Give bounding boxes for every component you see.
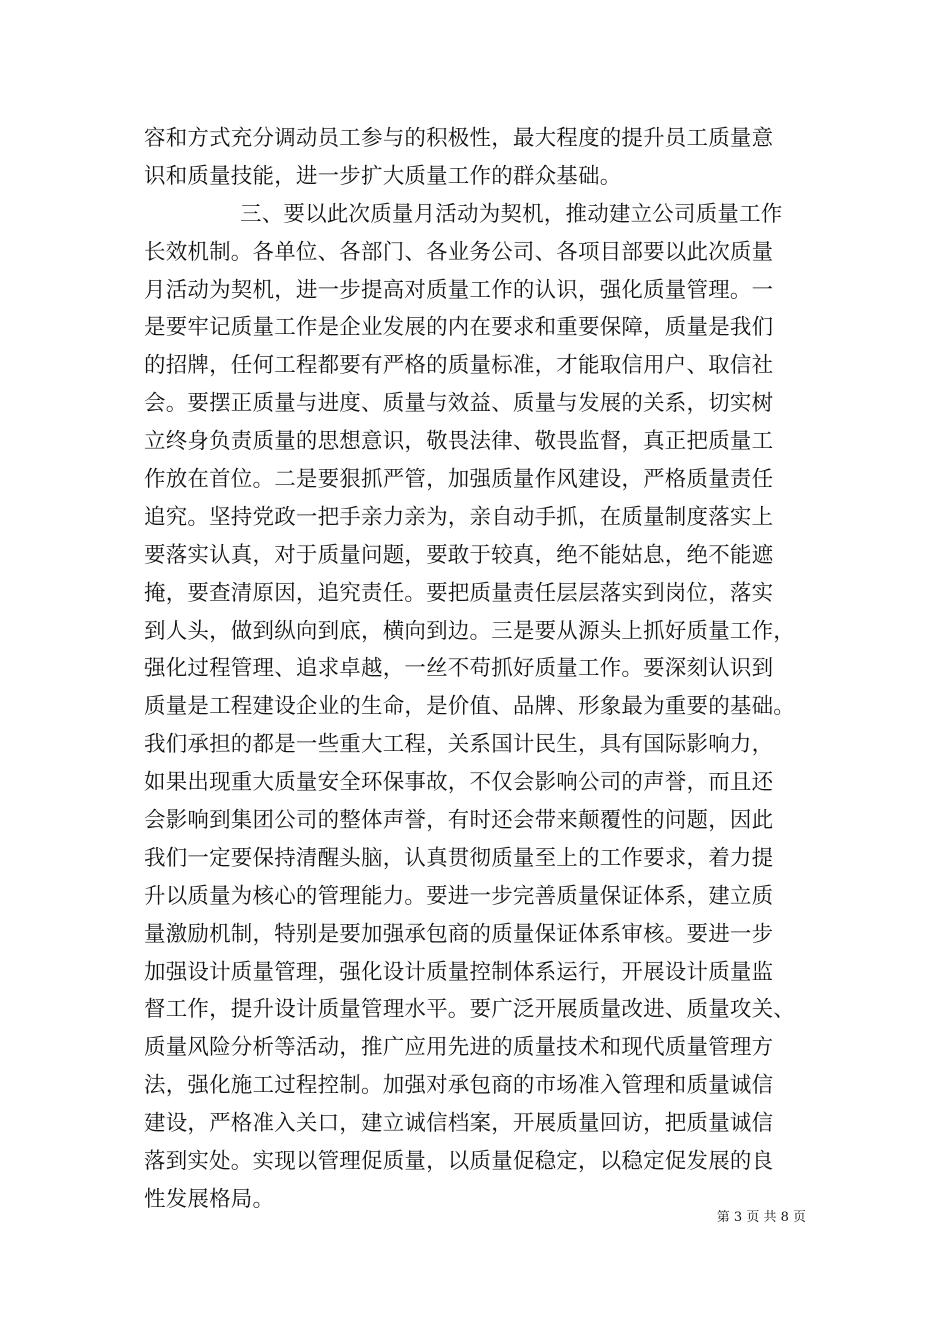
text-line: 识和质量技能，进一步扩大质量工作的群众基础。 [144,163,622,189]
text-line: 法，强化施工过程控制。加强对承包商的市场准入管理和质量诚信 [144,1073,774,1099]
text-line: 质量是工程建设企业的生命，是价值、品牌、形象最为重要的基础。 [144,694,796,720]
page-number-footer: 第 3 页 共 8 页 [716,1210,806,1225]
text-line: 加强设计质量管理，强化设计质量控制体系运行，开展设计质量监 [144,959,774,985]
text-line: 掩，要查清原因，追究责任。要把质量责任层层落实到岗位，落实 [144,580,774,606]
section-heading-line: 三、要以此次质量月活动为契机，推动建立公司质量工作 [240,201,783,227]
text-line: 我们承担的都是一些重大工程，关系国计民生，具有国际影响力， [144,732,774,758]
body-text [144,120,824,1219]
text-line: 我们一定要保持清醒头脑，认真贯彻质量至上的工作要求，着力提 [144,845,774,871]
text-line: 会影响到集团公司的整体声誉，有时还会带来颠覆性的问题，因此 [144,808,774,834]
text-line: 会。要摆正质量与进度、质量与效益、质量与发展的关系，切实树 [144,391,774,417]
text-line: 到人头，做到纵向到底，横向到边。三是要从源头上抓好质量工作， [144,618,796,644]
text-line: 立终身负责质量的思想意识，敬畏法律、敬畏监督，真正把质量工 [144,429,774,455]
text-line: 督工作，提升设计质量管理水平。要广泛开展质量改进、质量攻关、 [144,997,796,1023]
text-line: 强化过程管理、追求卓越，一丝不苟抓好质量工作。要深刻认识到 [144,656,774,682]
text-line: 如果出现重大质量安全环保事故，不仅会影响公司的声誉，而且还 [144,770,774,796]
text-line: 追究。坚持党政一把手亲力亲为，亲自动手抓，在质量制度落实上 [144,504,774,530]
text-line: 作放在首位。二是要狠抓严管，加强质量作风建设，严格质量责任 [144,467,774,493]
text-line: 的招牌，任何工程都要有严格的质量标准，才能取信用户、取信社 [144,353,774,379]
text-line: 性发展格局。 [144,1186,275,1212]
text-line: 升以质量为核心的管理能力。要进一步完善质量保证体系，建立质 [144,883,774,909]
text-line: 质量风险分析等活动，推广应用先进的质量技术和现代质量管理方 [144,1035,774,1061]
text-line: 是要牢记质量工作是企业发展的内在要求和重要保障，质量是我们 [144,315,774,341]
text-line: 容和方式充分调动员工参与的积极性，最大程度的提升员工质量意 [144,126,774,151]
text-line: 建设，严格准入关口，建立诚信档案，开展质量回访，把质量诚信 [144,1111,774,1137]
text-line: 要落实认真，对于质量问题，要敢于较真，绝不能姑息，绝不能遮 [144,542,774,568]
text-line: 量激励机制，特别是要加强承包商的质量保证体系审核。要进一步 [144,921,774,947]
text-line: 落到实处。实现以管理促质量，以质量促稳定，以稳定促发展的良 [144,1149,774,1175]
text-line: 长效机制。各单位、各部门、各业务公司、各项目部要以此次质量 [144,239,774,265]
text-line: 月活动为契机，进一步提高对质量工作的认识，强化质量管理。一 [144,277,774,303]
